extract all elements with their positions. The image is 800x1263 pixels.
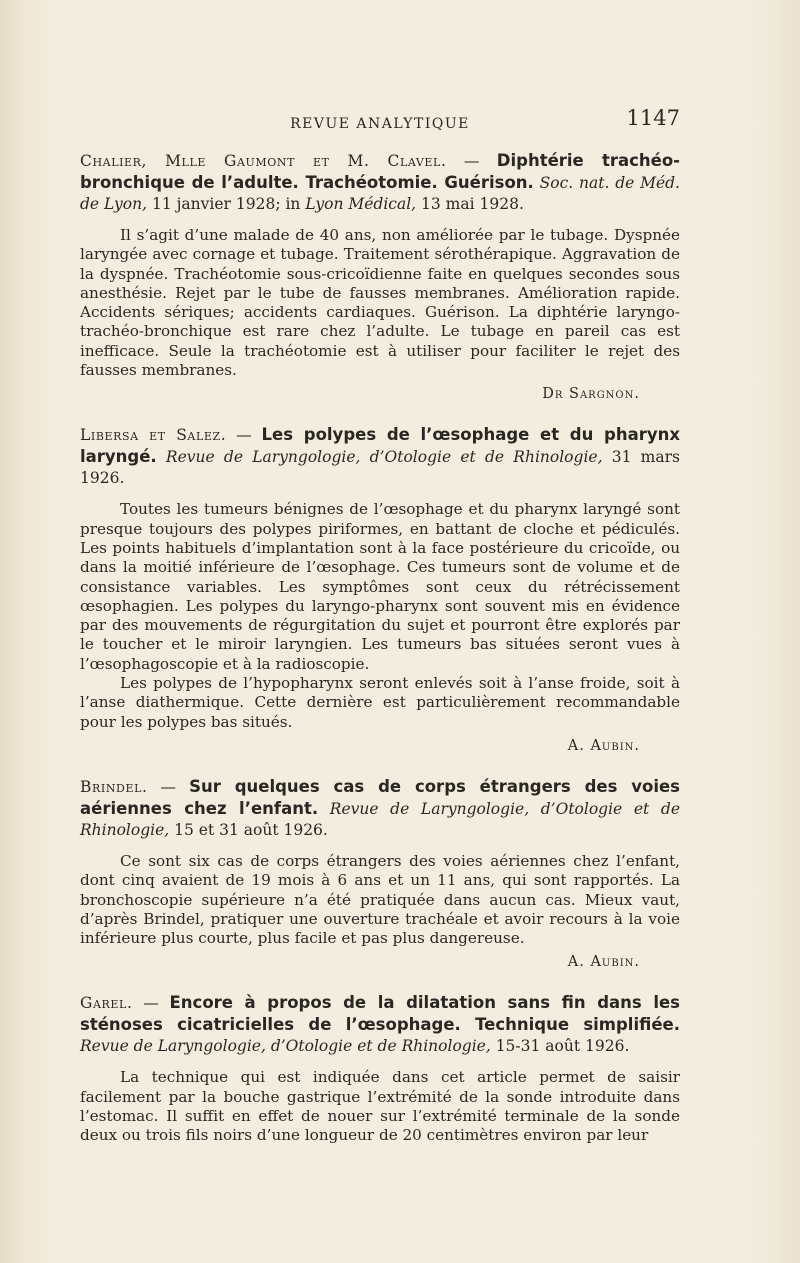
entry-signature: A. Aubin. <box>567 737 640 754</box>
entry-source-date: 15 et 31 août 1926. <box>169 820 328 839</box>
page-content <box>80 150 680 1166</box>
entry-citation <box>80 150 680 215</box>
entry-source-journal: Revue de Laryngologie, d’Otologie et de Rhinologie, <box>80 1037 491 1056</box>
entry-authors: Libersa et Salez. <box>80 426 227 445</box>
entry-separator: — <box>132 994 170 1013</box>
entry-citation <box>80 776 680 841</box>
entry-body <box>80 226 680 380</box>
review-entry <box>80 992 680 1145</box>
entry-source-journal: Soc. nat. de Méd. de Lyon, <box>80 174 680 213</box>
entry-paragraph: La technique qui est indiquée dans cet article permet de saisir facilement par la bouche gastrique l’extrémité de la sonde introduite dans l’estomac. Il suffit en effet de nouer sur l’extrémité terminale de la sonde deux ou trois fils noirs d’une longueur de 20 centimètres environ par leur <box>80 1068 680 1145</box>
entry-title: Les polypes de l’œsophage et du pharynx laryngé. <box>80 425 681 467</box>
entry-source-date: 11 janvier 1928; in <box>147 195 306 213</box>
review-entry <box>80 150 680 404</box>
entry-body <box>80 500 680 732</box>
entry-authors: Brindel. <box>80 777 148 796</box>
entry-paragraph: Toutes les tumeurs bénignes de l’œsophage et du pharynx laryngé sont presque toujours des polypes piriformes, en battant de cloche et pédiculés. Les points habituels d’implantation sont à la face postérieure du cricoïde, ou dans la moitié inférieure de l’œsophage. Ces tumeurs sont de volume et de consistance variables. Les symptômes sont ceux du rétrécissement œsophagien. Les polypes du laryngo-pharynx sont souvent mis en évidence par des mouvements de régurgitation du sujet et pourront être explorés par le toucher et le miroir laryngien. Les tumeurs bas situées seront vues à l’œsophagoscopie et à la radioscopie. <box>80 500 680 673</box>
page-header <box>80 106 680 138</box>
entry-citation <box>80 992 680 1057</box>
entry-source-journal-2: Lyon Médical, <box>305 195 417 213</box>
entry-paragraph: Les polypes de l’hypopharynx seront enlevés soit à l’anse froide, soit à l’anse diathermique. Cette dernière est particulièrement recommandable pour les polypes bas situés. <box>80 674 680 731</box>
entry-separator: — <box>446 152 497 170</box>
entry-paragraph: Il s’agit d’une malade de 40 ans, non améliorée par le tubage. Dyspnée laryngée avec cornage et tubage. Traitement sérothérapique. Aggravation de la dyspnée. Trachéotomie sous-cricoïdienne faite en quelques secondes sous anesthésie. Rejet par le tube de fausses membranes. Amélioration rapide. Accidents sériques; accidents cardiaques. Guérison. La diphtérie laryngo-trachéo-bronchique est rare chez l’adulte. Le tubage en pareil cas est inefficace. Seule la trachéotomie est à utiliser pour faciliter le rejet des fausses membranes. <box>80 226 680 380</box>
entry-citation <box>80 424 680 489</box>
page-number: 1147 <box>626 106 680 130</box>
entry-title: Diphtérie trachéo-bronchique de l’adulte. Trachéotomie. Guérison. <box>80 151 681 192</box>
entry-signature: Dr Sargnon. <box>542 386 640 403</box>
entry-source-date-2: 13 mai 1928. <box>416 195 524 213</box>
entry-paragraph: Ce sont six cas de corps étrangers des voies aériennes chez l’enfant, dont cinq avaient de 19 mois à 6 ans et un 11 ans, qui sont rapportés. La bronchoscopie supérieure n’a été pratiquée dans aucun cas. Mieux vaut, d’après Brindel, pratiquer une ouverture trachéale et avoir recours à la voie inférieure plus courte, plus facile et pas plus dangereuse. <box>80 851 680 948</box>
entry-title: Encore à propos de la dilatation sans fin dans les sténoses cicatricielles de l’œsophage. Technique simplifiée. <box>80 993 680 1035</box>
entry-authors: Chalier, Mlle Gaumont et M. Clavel. <box>80 152 447 170</box>
review-entry <box>80 424 680 756</box>
entry-source-journal: Revue de Laryngologie, d’Otologie et de Rhinologie, <box>156 448 603 467</box>
entry-body <box>80 852 680 948</box>
entry-authors: Garel. <box>80 994 133 1013</box>
entry-source-date: 31 mars 1926. <box>80 448 680 488</box>
entry-separator: — <box>147 777 190 796</box>
review-entry <box>80 776 680 972</box>
entry-separator: — <box>226 426 262 445</box>
entry-body <box>80 1068 680 1145</box>
entry-source-date: 15-31 août 1926. <box>490 1037 630 1056</box>
entry-source-journal: Revue de Laryngologie, d’Otologie et de Rhinologie, <box>80 799 681 839</box>
entry-title: Sur quelques cas de corps étrangers des voies aériennes chez l’enfant. <box>80 776 680 818</box>
entry-signature: A. Aubin. <box>567 954 640 971</box>
running-head: REVUE ANALYTIQUE <box>290 116 470 132</box>
